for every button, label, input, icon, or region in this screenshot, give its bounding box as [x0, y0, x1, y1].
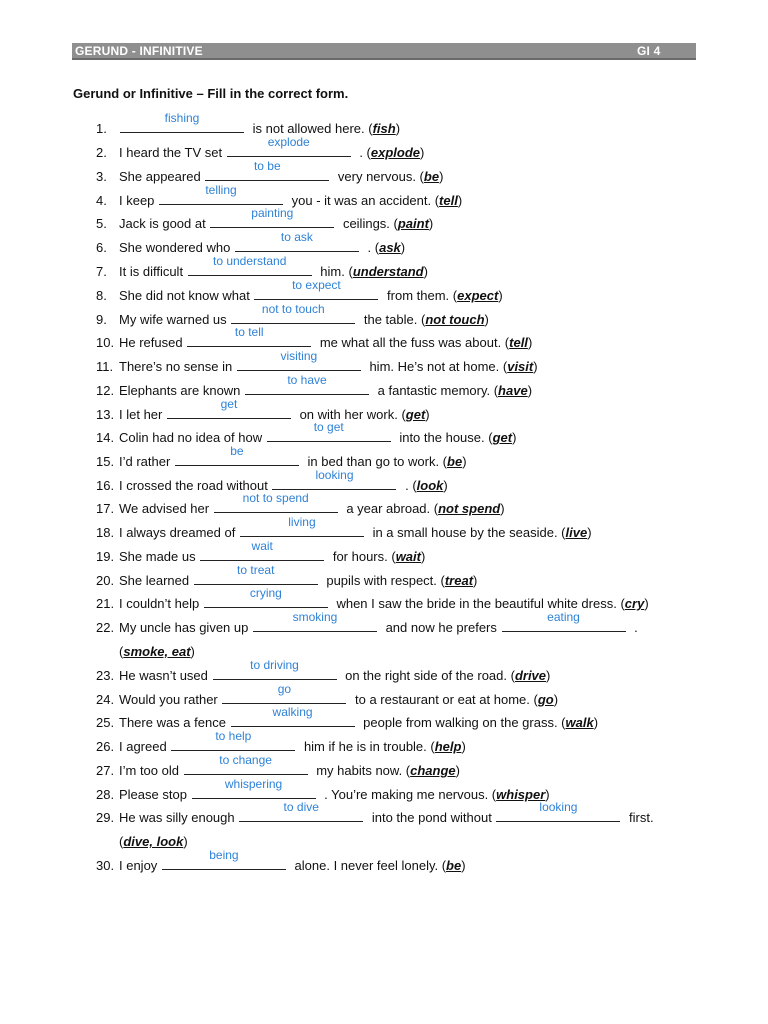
hint-close: ) [455, 763, 460, 778]
item-number: 4. [96, 193, 107, 208]
hint-close: ) [587, 525, 592, 540]
exercise-item [96, 206, 716, 232]
hint-close: ) [462, 454, 467, 469]
hint-close: ) [425, 407, 430, 422]
sentence-middle: very nervous. ( [334, 169, 424, 184]
sentence-start: She appeared [119, 169, 205, 184]
item-number: 24. [96, 692, 115, 707]
sentence-middle: for hours. ( [329, 549, 396, 564]
verb-hint: walk [565, 715, 594, 730]
sentence-start: I heard the TV set [119, 145, 226, 160]
sentence-middle: into the house. ( [395, 430, 493, 445]
hint-close: ) [400, 240, 406, 255]
item-number: 11. [96, 359, 114, 374]
sentence-start: I always dreamed of [119, 525, 239, 540]
sentence-start: There was a fence [119, 715, 230, 730]
hint-close: ) [439, 169, 444, 184]
sentence-start: There’s no sense in [119, 359, 236, 374]
answer-text: to ask [280, 230, 313, 244]
answer-text: not to touch [261, 302, 325, 316]
answer-text: to driving [250, 658, 299, 672]
item-number: 8. [96, 288, 107, 303]
hint-close: ) [644, 596, 649, 611]
answer-blank[interactable] [175, 444, 299, 466]
hint-close: ) [527, 383, 533, 398]
answer-text: to be [253, 159, 281, 173]
answer-blank[interactable] [210, 206, 334, 228]
verb-hint: tell [509, 335, 528, 350]
sentence-start: My uncle has given up [119, 620, 252, 635]
hint-close: ) [473, 573, 478, 588]
instructions: Gerund or Infinitive – Fill in the correct form. [73, 86, 349, 101]
answer-text: not to spend [242, 491, 309, 505]
item-number: 25. [96, 715, 115, 730]
sentence-middle: ceilings. ( [339, 216, 398, 231]
answer-blank[interactable] [235, 230, 359, 252]
verb-hint: expect [457, 288, 499, 303]
exercise-item [96, 111, 716, 137]
exercise-item [96, 682, 716, 708]
answer-text: looking [539, 800, 578, 814]
verb-hint: not touch [425, 312, 485, 327]
hint-open: ( [119, 644, 124, 659]
hint-close: ) [512, 430, 517, 445]
item-number: 30. [96, 858, 115, 873]
answer-blank[interactable] [184, 753, 308, 775]
answer-text: to tell [234, 325, 264, 339]
sentence-middle: and now he prefers [381, 620, 501, 635]
exercise-item [96, 800, 716, 826]
answer-text: being [209, 848, 239, 862]
hint-close: ) [533, 359, 538, 374]
verb-hint: tell [439, 193, 458, 208]
answer-text: wait [251, 539, 273, 553]
sentence-middle: alone. I never feel lonely. ( [290, 858, 447, 873]
answer-blank[interactable] [192, 777, 316, 799]
answer-text: to dive [283, 800, 319, 814]
sentence-middle: my habits now. ( [312, 763, 411, 778]
item-number: 9. [96, 312, 107, 327]
item-number: 16. [96, 478, 115, 493]
answer-blank[interactable] [205, 159, 329, 181]
exercise-item [96, 349, 716, 375]
sentence-middle: on the right side of the road. ( [341, 668, 515, 683]
item-number: 5. [96, 216, 107, 231]
hint-close: ) [420, 145, 425, 160]
sentence-start: She learned [119, 573, 193, 588]
item-number: 23. [96, 668, 115, 683]
exercise-item [96, 444, 716, 470]
exercise-item [96, 563, 716, 589]
answer-text: fishing [164, 111, 200, 125]
verb-hint: whisper [496, 787, 546, 802]
item-number: 15. [96, 454, 115, 469]
answer-blank-2[interactable] [502, 610, 626, 632]
answer-blank[interactable] [194, 563, 318, 585]
answer-text: to have [287, 373, 327, 387]
sentence-middle: a fantastic memory. ( [374, 383, 499, 398]
sentence-start: He was silly enough [119, 810, 239, 825]
verb-hint: drive [514, 668, 547, 683]
exercise-item [96, 397, 716, 423]
verb-hint: go [537, 692, 554, 707]
answer-text: living [288, 515, 316, 529]
hint-close: ) [546, 668, 551, 683]
verb-hint: treat [444, 573, 474, 588]
verb-hint: understand [352, 264, 424, 279]
sentence-end: first. [625, 810, 654, 825]
sentence-middle: me what all the fuss was about. ( [316, 335, 510, 350]
item-number: 12. [96, 383, 115, 398]
answer-text: telling [205, 183, 237, 197]
sentence-start: She made us [119, 549, 200, 564]
exercise-item [96, 254, 716, 280]
verb-hint: dive, look [123, 834, 184, 849]
sentence-middle: when I saw the bride in the beautiful white dress. ( [332, 596, 625, 611]
verb-hint: ask [379, 240, 401, 255]
item-number: 3. [96, 169, 107, 184]
item-number: 13. [96, 407, 115, 422]
sentence-start: My wife warned us [119, 312, 231, 327]
answer-blank[interactable] [167, 397, 291, 419]
hint-close: ) [190, 644, 195, 659]
answer-text: go [277, 682, 292, 696]
sentence-start: I keep [119, 193, 159, 208]
answer-blank[interactable] [159, 183, 283, 205]
answer-text: whispering [224, 777, 283, 791]
item-number: 6. [96, 240, 107, 255]
hint-close: ) [461, 858, 466, 873]
sentence-start: He wasn’t used [119, 668, 212, 683]
sentence-start: It is difficult [119, 264, 187, 279]
sentence-middle: a year abroad. ( [342, 501, 439, 516]
answer-text: looking [315, 468, 354, 482]
verb-hint: smoke, eat [123, 644, 191, 659]
answer-text: to get [313, 420, 344, 434]
exercise-item [96, 610, 716, 636]
answer-blank[interactable] [267, 420, 391, 442]
exercise-item [96, 325, 716, 351]
hint-close: ) [443, 478, 448, 493]
answer-blank[interactable] [213, 658, 337, 680]
sentence-middle: to a restaurant or eat at home. ( [351, 692, 538, 707]
sentence-start: She did not know what [119, 288, 254, 303]
answer-blank[interactable] [120, 111, 244, 133]
hint-close: ) [423, 264, 428, 279]
sentence-middle: in bed than go to work. ( [303, 454, 448, 469]
exercise-item [96, 278, 716, 304]
sentence-start: I couldn’t help [119, 596, 203, 611]
verb-hint: help [434, 739, 462, 754]
answer-text: to treat [237, 563, 275, 577]
hint-close: ) [484, 312, 489, 327]
verb-hint: change [410, 763, 456, 778]
hint-close: ) [420, 549, 426, 564]
sentence-middle: into the pond without [368, 810, 496, 825]
verb-hint: get [405, 407, 426, 422]
item-number: 18. [96, 525, 115, 540]
sentence-middle: in a small house by the seaside. ( [368, 525, 566, 540]
answer-text: painting [251, 206, 294, 220]
sentence-middle: from them. ( [383, 288, 458, 303]
item-number: 17. [96, 501, 115, 516]
sentence-start: I enjoy [119, 858, 161, 873]
verb-hint: be [447, 454, 463, 469]
sentence-start: Please stop [119, 787, 191, 802]
sentence-start: I’m too old [119, 763, 183, 778]
item-number: 7. [96, 264, 107, 279]
item-number: 26. [96, 739, 115, 754]
verb-hint: fish [372, 121, 396, 136]
sentence-middle: . ( [355, 145, 371, 160]
hint-close: ) [395, 121, 401, 136]
item-number: 27. [96, 763, 115, 778]
answer-text: smoking [292, 610, 338, 624]
answer-blank[interactable] [239, 800, 363, 822]
page-header-bar [72, 43, 696, 60]
answer-text: crying [249, 586, 282, 600]
item-number: 22. [96, 620, 115, 635]
sentence-start: Colin had no idea of how [119, 430, 266, 445]
answer-blank-2[interactable] [496, 800, 620, 822]
verb-hint: paint [397, 216, 429, 231]
item-number: 14. [96, 430, 115, 445]
answer-text: be [230, 444, 244, 458]
sentence-start: I let her [119, 407, 166, 422]
answer-text: visiting [280, 349, 318, 363]
verb-hint: wait [395, 549, 421, 564]
exercise-item [96, 658, 716, 684]
exercise-item [96, 777, 716, 803]
sentence-middle: him. ( [316, 264, 353, 279]
hint-close: ) [461, 739, 466, 754]
item-number: 29. [96, 810, 115, 825]
sentence-middle: him. He’s not at home. ( [365, 359, 508, 374]
hint-close: ) [545, 787, 550, 802]
item-number: 20. [96, 573, 115, 588]
answer-text: walking [272, 705, 313, 719]
answer-blank[interactable] [231, 705, 355, 727]
verb-hint: not spend [438, 501, 501, 516]
answer-blank[interactable] [253, 610, 377, 632]
sentence-middle: . You’re making me nervous. ( [320, 787, 497, 802]
answer-blank[interactable] [254, 278, 378, 300]
hint-open: ( [119, 834, 124, 849]
sentence-middle: the table. ( [360, 312, 426, 327]
item-number: 21. [96, 596, 115, 611]
answer-blank[interactable] [231, 302, 355, 324]
sentence-start: I’d rather [119, 454, 174, 469]
sentence-start: We advised her [119, 501, 213, 516]
hint-close: ) [457, 193, 463, 208]
header-title: GERUND - INFINITIVE [75, 44, 203, 58]
answer-text: to understand [212, 254, 287, 268]
sentence-end: . [630, 620, 638, 635]
answer-blank[interactable] [188, 254, 312, 276]
answer-blank[interactable] [237, 349, 361, 371]
sentence-start: She wondered who [119, 240, 234, 255]
exercise-item [96, 135, 716, 161]
sentence-middle: . ( [363, 240, 380, 255]
sentence-start: I crossed the road without [119, 478, 272, 493]
answer-blank[interactable] [162, 848, 286, 870]
answer-blank[interactable] [171, 729, 295, 751]
item-number: 19. [96, 549, 115, 564]
sentence-middle: on with her work. ( [295, 407, 406, 422]
hint-close: ) [593, 715, 599, 730]
answer-blank[interactable] [272, 468, 396, 490]
answer-blank[interactable] [227, 135, 351, 157]
answer-blank[interactable] [240, 515, 364, 537]
answer-text: get [220, 397, 238, 411]
sentence-start: Elephants are known [119, 383, 245, 398]
sentence-start: Jack is good at [119, 216, 210, 231]
answer-text: to change [219, 753, 272, 767]
verb-hint: explode [370, 145, 421, 160]
answer-blank[interactable] [200, 539, 324, 561]
exercise-item [96, 468, 716, 494]
exercise-item [96, 491, 716, 517]
item-number: 1. [96, 121, 107, 136]
sentence-middle: him if he is in trouble. ( [300, 739, 435, 754]
hint-close: ) [500, 501, 505, 516]
verb-hint: be [446, 858, 462, 873]
answer-text: to expect [292, 278, 341, 292]
answer-blank[interactable] [204, 586, 328, 608]
answer-blank[interactable] [214, 491, 338, 513]
sentence-middle: is not allowed here. ( [249, 121, 373, 136]
verb-hint: cry [624, 596, 645, 611]
sentence-middle: you - it was an accident. ( [288, 193, 440, 208]
sentence-middle: . ( [401, 478, 417, 493]
exercise-item [96, 848, 716, 874]
item-number: 10. [96, 335, 115, 350]
hint-close: ) [553, 692, 559, 707]
verb-hint: have [498, 383, 528, 398]
verb-hint: live [565, 525, 588, 540]
hint-close: ) [527, 335, 533, 350]
exercise-item [96, 753, 716, 779]
answer-text: to help [215, 729, 252, 743]
sentence-start: He refused [119, 335, 187, 350]
answer-blank[interactable] [222, 682, 346, 704]
answer-text: explode [267, 135, 310, 149]
sentence-middle: people from walking on the grass. ( [359, 715, 566, 730]
exercise-item [96, 183, 716, 209]
sentence-middle: pupils with respect. ( [322, 573, 445, 588]
sentence-start: Would you rather [119, 692, 222, 707]
sentence-start: I agreed [119, 739, 171, 754]
verb-hint: get [492, 430, 513, 445]
verb-hint: be [423, 169, 440, 184]
hint-close: ) [428, 216, 434, 231]
answer-text: eating [547, 610, 580, 624]
verb-hint: look [416, 478, 444, 493]
exercise-item-continuation [119, 644, 195, 660]
hint-close: ) [498, 288, 503, 303]
hint-close: ) [183, 834, 188, 849]
exercise-item [96, 515, 716, 541]
header-code: GI 4 [637, 44, 661, 58]
answer-blank[interactable] [245, 373, 369, 395]
item-number: 2. [96, 145, 107, 160]
answer-blank[interactable] [187, 325, 311, 347]
item-number: 28. [96, 787, 115, 802]
exercise-item [96, 539, 716, 565]
verb-hint: visit [507, 359, 534, 374]
